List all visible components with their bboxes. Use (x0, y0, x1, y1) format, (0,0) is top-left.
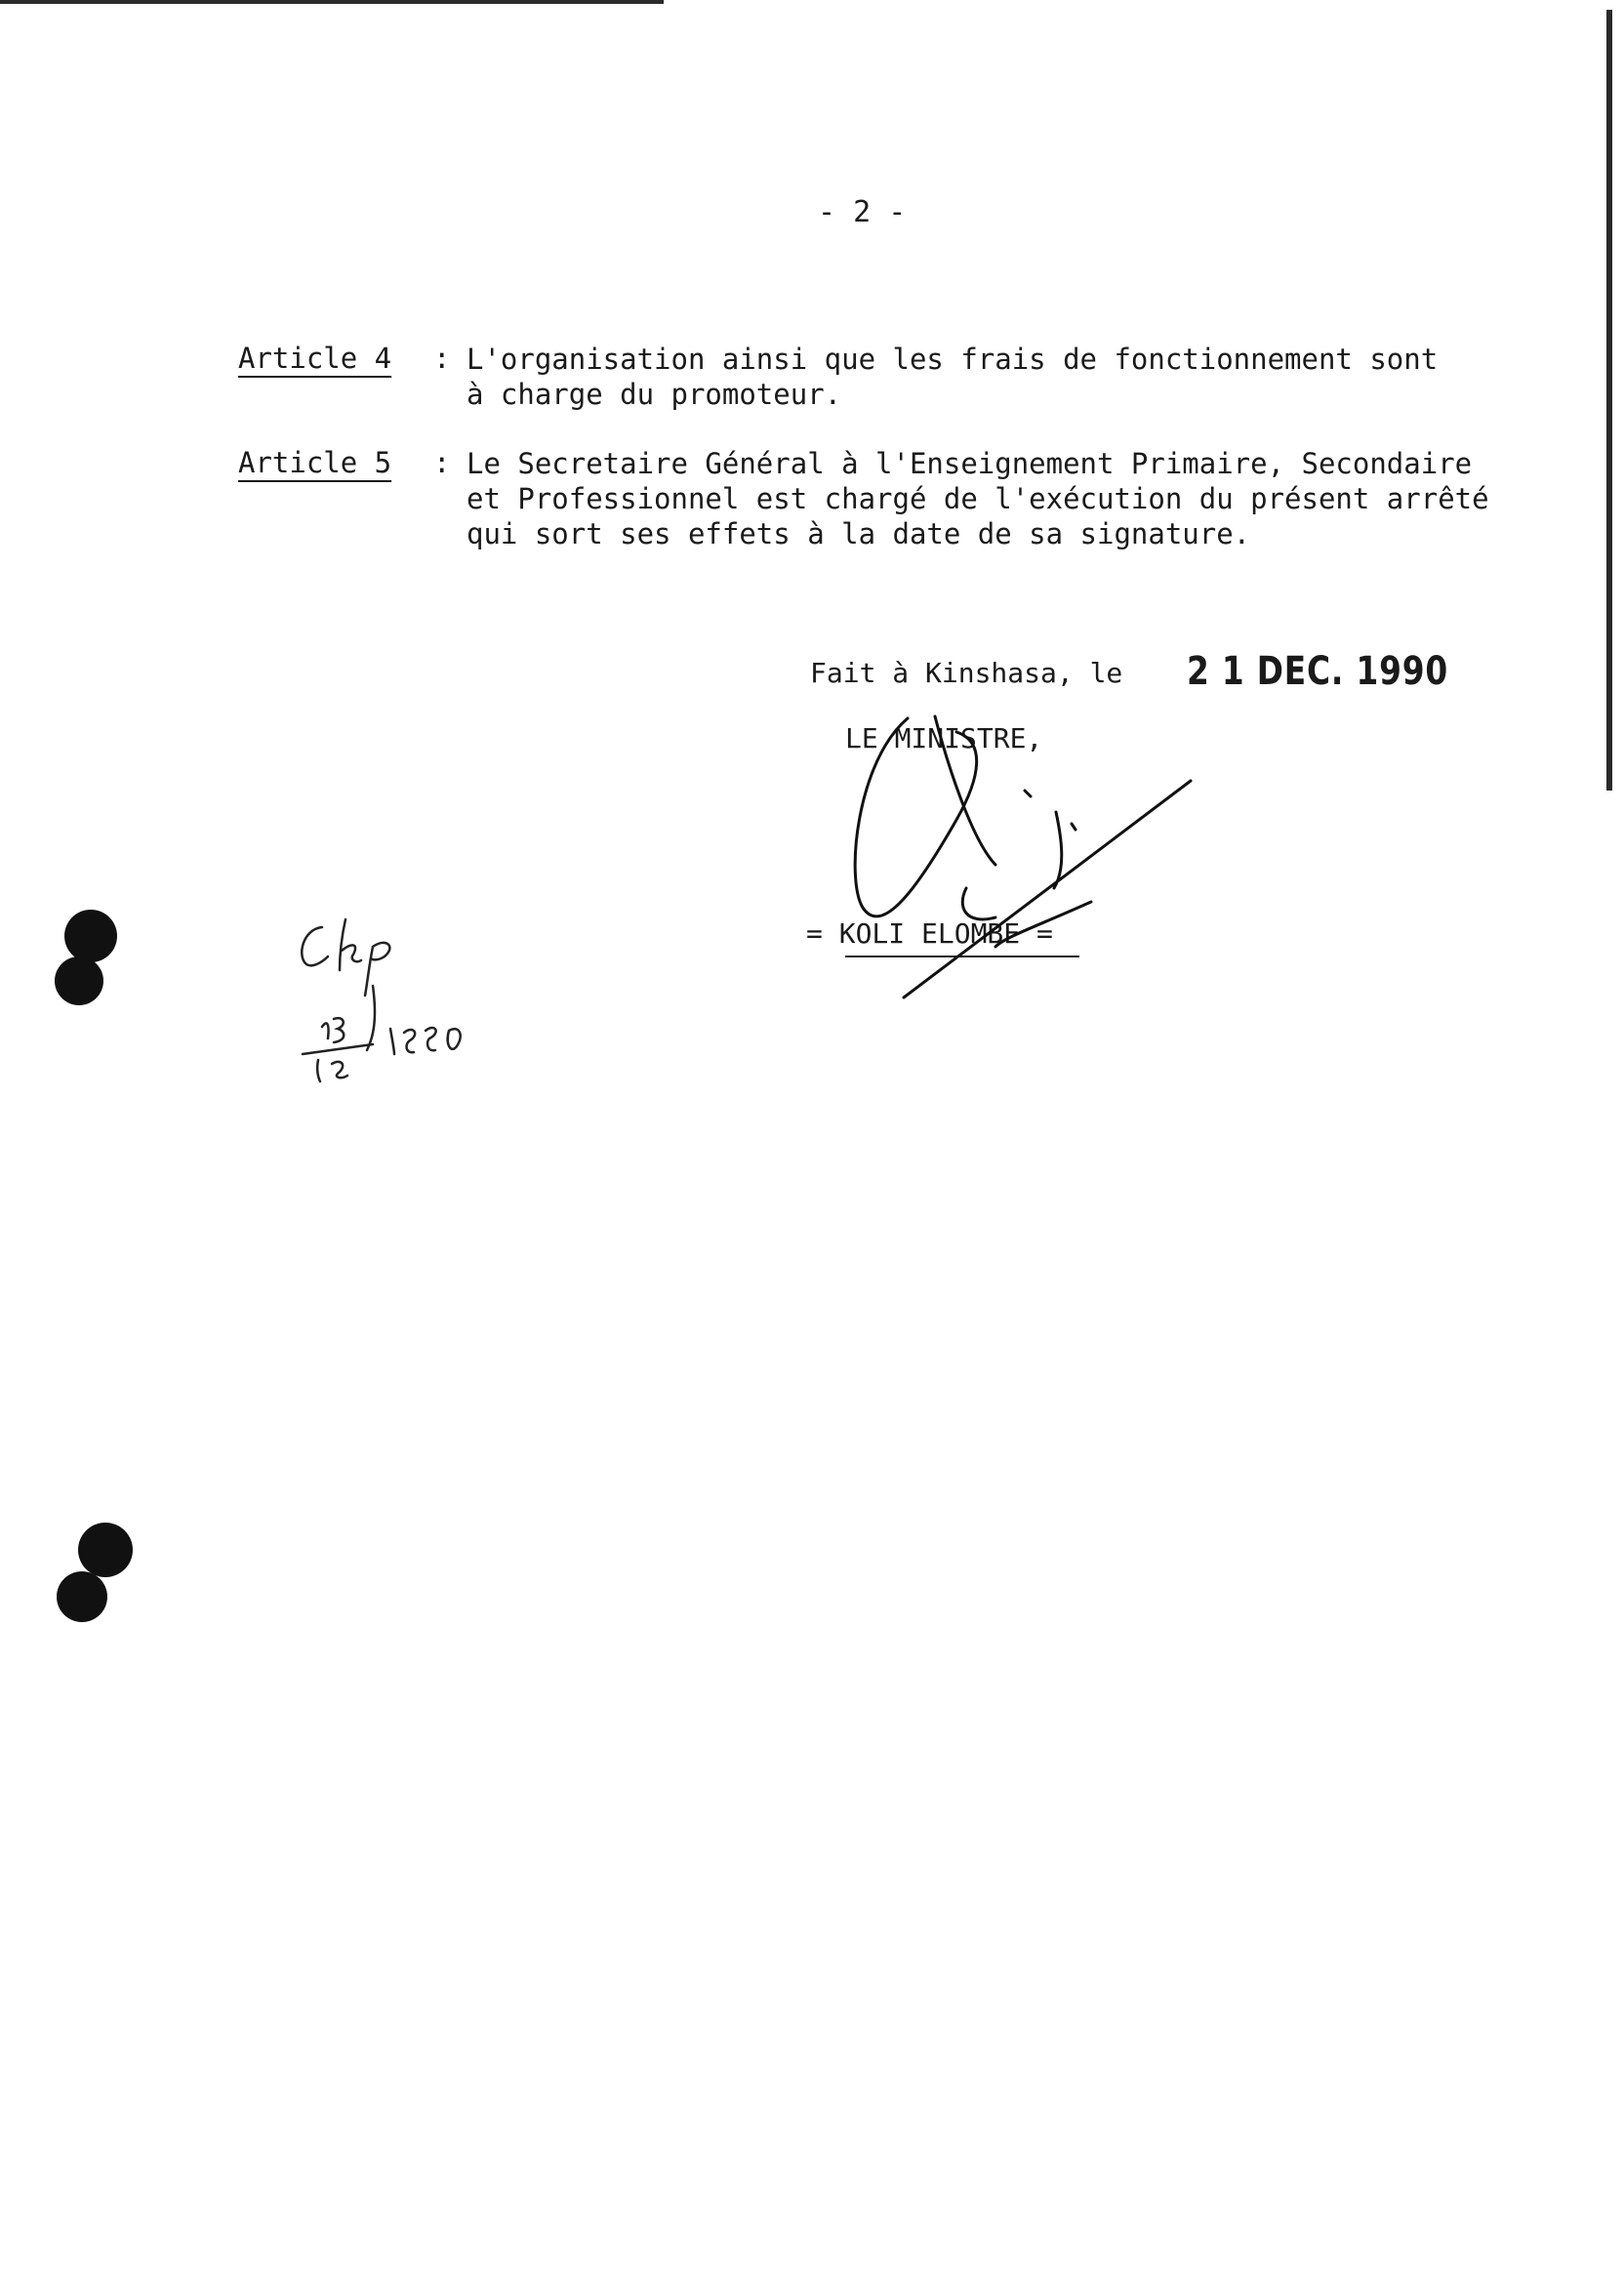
handwritten-note-icon (283, 917, 537, 1113)
article-line: L'organisation ainsi que les frais de fonctionnement sont (467, 343, 1439, 376)
signature-icon (839, 703, 1210, 1015)
article-line: et Professionnel est chargé de l'exécution du présent arrêté (467, 482, 1489, 515)
punch-hole (78, 1523, 133, 1577)
article-colon: : (433, 342, 451, 375)
punch-hole (57, 1571, 107, 1622)
article-body (467, 342, 1501, 412)
punch-hole (64, 910, 117, 962)
article-body (467, 446, 1501, 551)
article-colon: : (433, 446, 451, 479)
article-label: Article 4 (238, 342, 392, 375)
article-line: Le Secretaire Général à l'Enseignement Primaire, Secondaire (467, 447, 1473, 480)
article-line: à charge du promoteur. (467, 378, 842, 411)
minister-title: LE MINISTRE, (845, 722, 1043, 754)
date-stamp: 2 1 DEC. 1990 (1187, 649, 1449, 694)
scan-edge-right (1606, 10, 1612, 791)
punch-hole (55, 956, 103, 1005)
minister-name: = KOLI ELOMBE = (806, 917, 1053, 950)
scan-edge-top (0, 0, 664, 10)
place-date: Fait à Kinshasa, le (810, 657, 1123, 689)
page-number: - 2 - (818, 195, 907, 229)
article-line: qui sort ses effets à la date de sa signature. (467, 517, 1251, 550)
article-label: Article 5 (238, 446, 392, 479)
